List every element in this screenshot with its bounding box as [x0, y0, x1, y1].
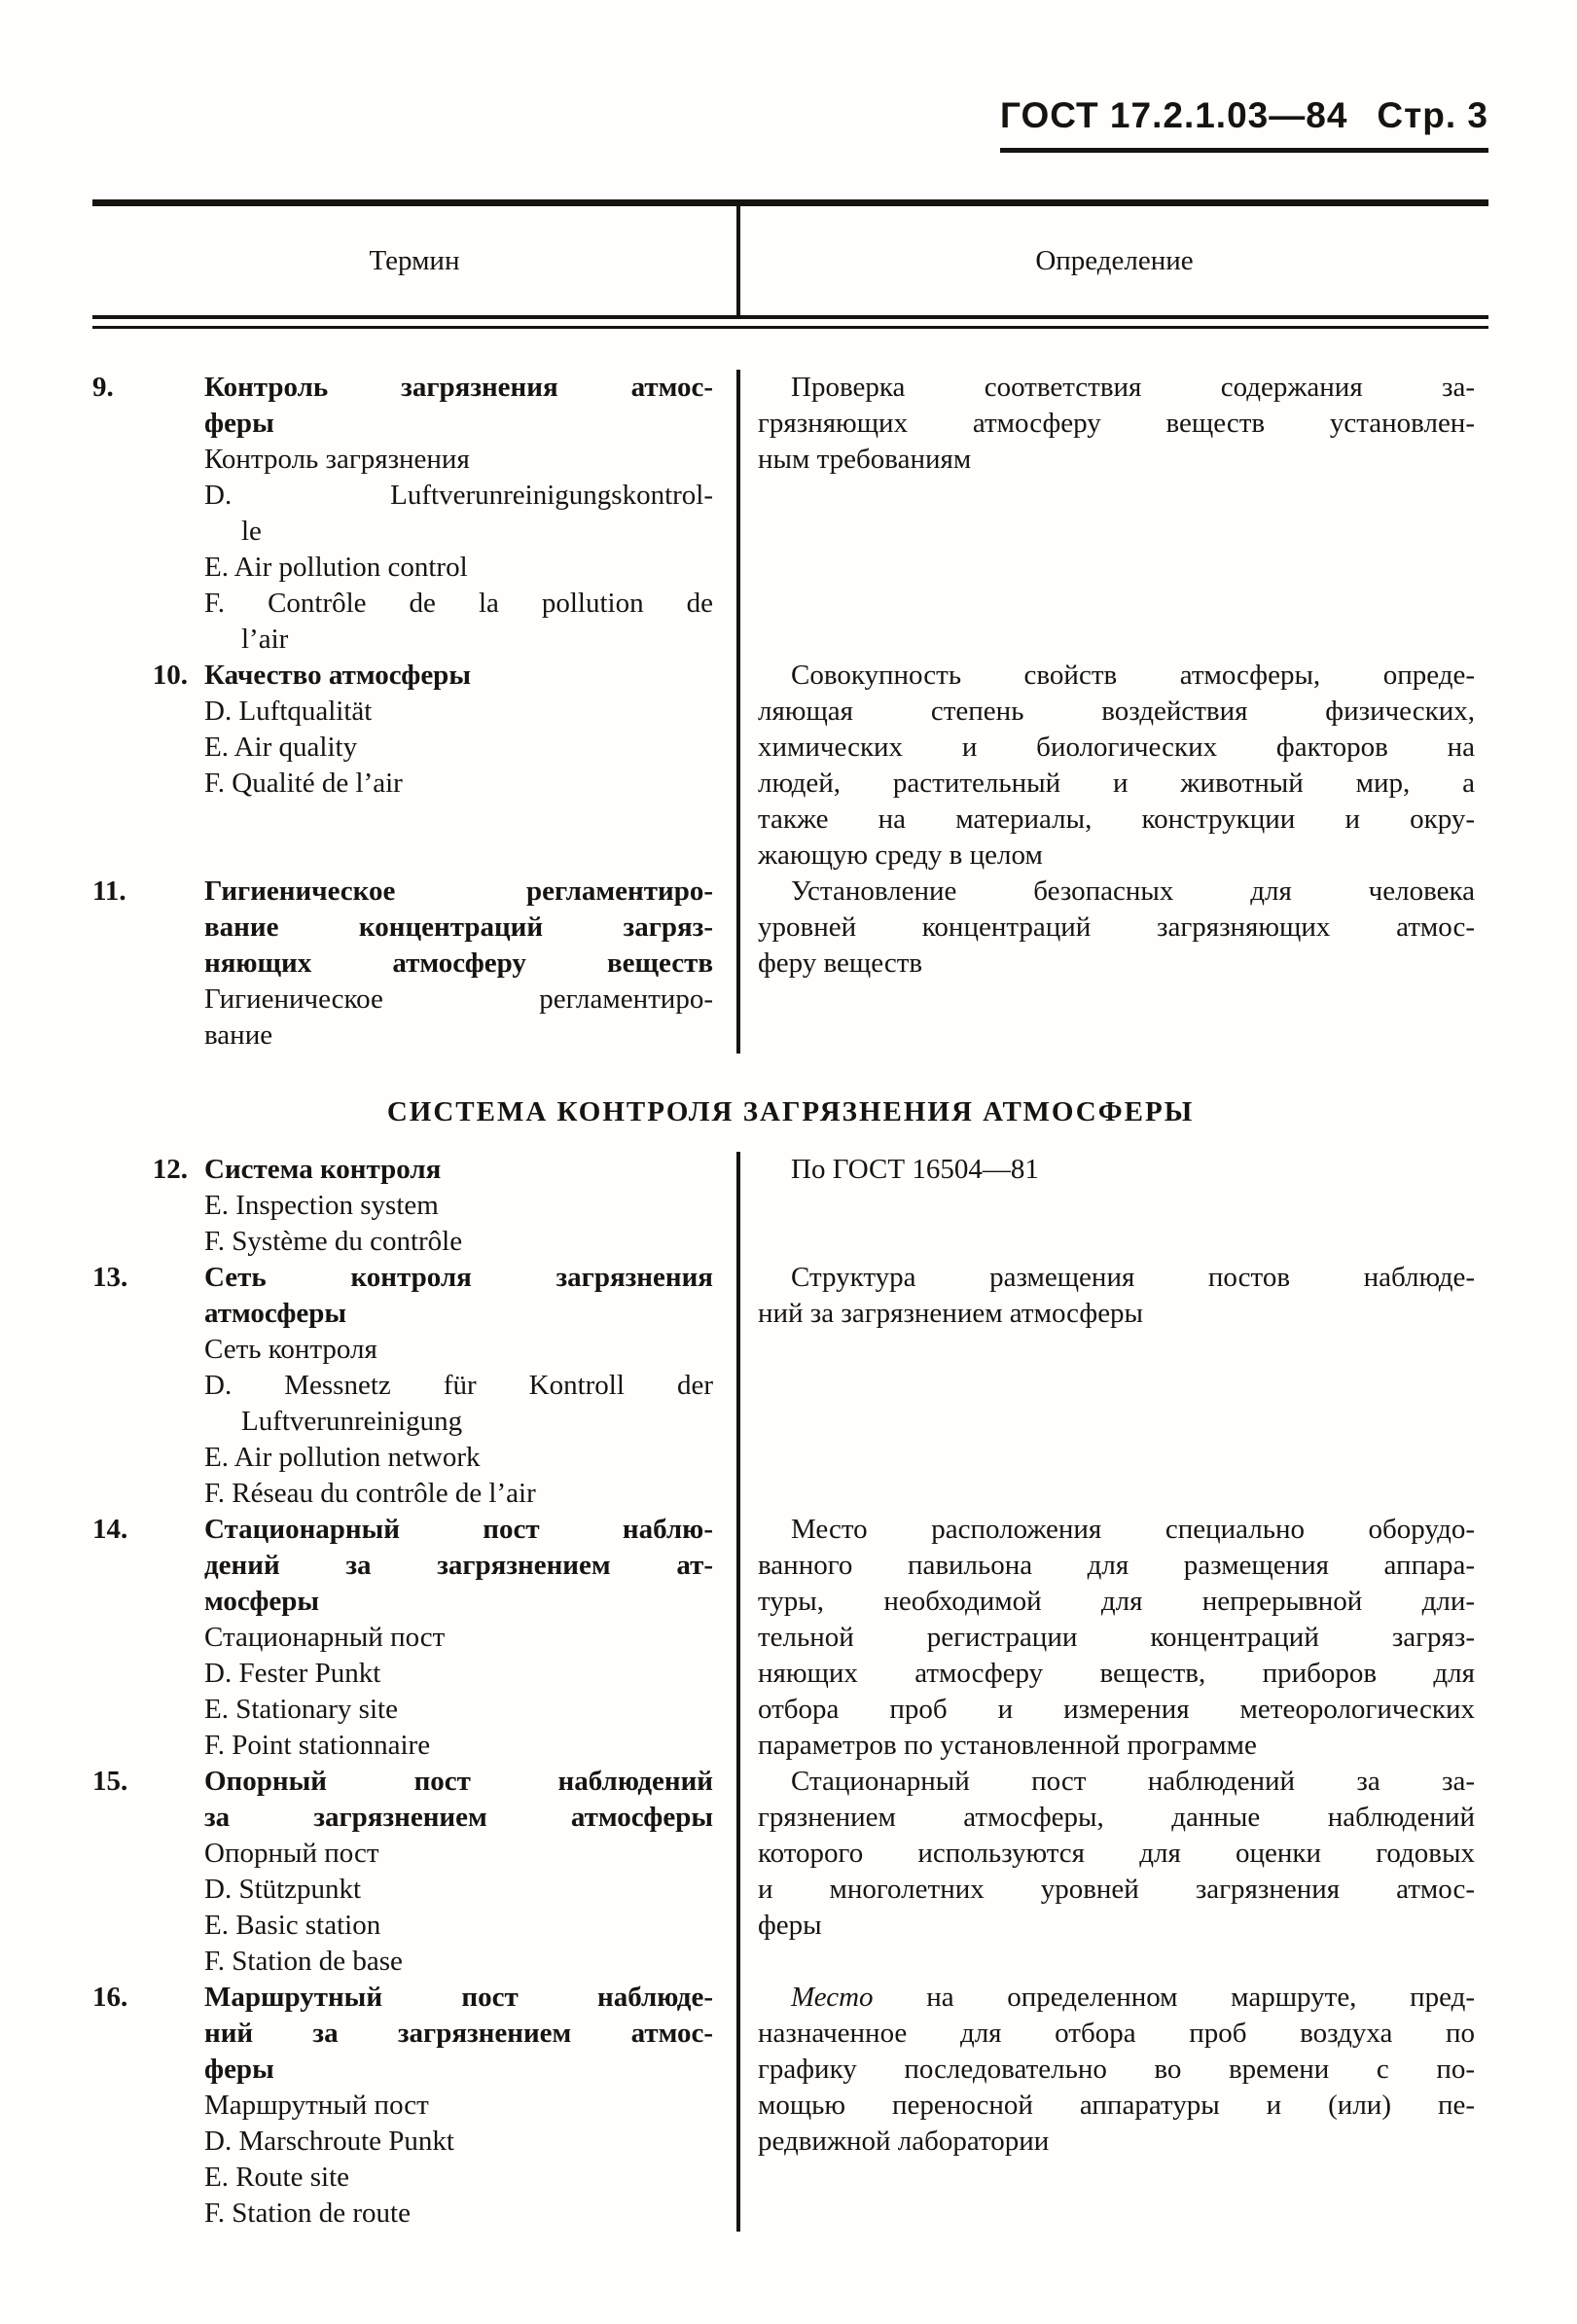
table-top-rule	[92, 199, 1488, 206]
definition-cell	[736, 874, 1488, 1054]
term-line: Сеть контроля	[204, 1334, 377, 1365]
definition-line: Место расположения специально оборудо-	[791, 1514, 1475, 1545]
entry-number: 13.	[92, 1262, 128, 1293]
term-line: E. Air quality	[204, 732, 358, 763]
table-row	[92, 1512, 1488, 1764]
term-line: F. Contrôle de la pollution de	[204, 588, 713, 619]
term-line: вание концентраций загряз-	[204, 912, 713, 943]
term-line: le	[241, 516, 262, 547]
definition-line: также на материалы, конструкции и окру-	[758, 804, 1475, 835]
term-line: феры	[204, 2054, 274, 2085]
definition-line: ляющая степень воздействия физических,	[758, 696, 1475, 727]
definition-line: параметров по установленной программе	[758, 1730, 1257, 1761]
term-line: Опорный пост наблюдений 15.	[204, 1764, 713, 1800]
definition-line: графику последовательно во времени с по-	[758, 2054, 1475, 2085]
term-line: F. Station de route	[204, 2198, 411, 2229]
term-line: Контроль загрязнения атмос- 9.	[204, 370, 713, 406]
term-line: феры	[204, 408, 274, 439]
term-line: D. Fester Punkt	[204, 1658, 381, 1689]
definition-line: грязнением атмосферы, данные наблюдений	[758, 1802, 1475, 1833]
term-line: F. Station de base	[204, 1946, 403, 1977]
table-row	[92, 1980, 1488, 2232]
definition-cell	[736, 658, 1488, 874]
term-line: Качество атмосферы 10.	[204, 658, 713, 694]
page-number: Стр. 3	[1377, 95, 1488, 135]
definition-line: назначенное для отбора проб воздуха по	[758, 2018, 1475, 2049]
table-body	[92, 329, 1488, 2232]
term-line: D. Luftverunreinigungskontrol-	[204, 480, 713, 511]
term-line: Маршрутный пост	[204, 2090, 429, 2121]
term-line: Гигиеническое регламентиро-	[204, 983, 713, 1015]
entry-number: 14.	[92, 1514, 128, 1545]
term-line: атмосферы	[204, 1298, 347, 1329]
definition-line: феру веществ	[758, 947, 923, 979]
definition-cell	[736, 370, 1488, 658]
definition-line: туры, необходимой для непрерывной дли-	[758, 1586, 1475, 1617]
term-line: Опорный пост	[204, 1838, 379, 1869]
definition-line: ным требованиям	[758, 444, 972, 475]
definition-line: и многолетних уровней загрязнения атмос-	[758, 1874, 1475, 1905]
term-line: E. Route site	[204, 2162, 350, 2193]
term-line: Стационарный пост наблю- 14.	[204, 1512, 713, 1548]
term-line: F. Qualité de l’air	[204, 768, 403, 799]
term-line: Система контроля 12.	[204, 1152, 713, 1188]
definition-line: Совокупность свойств атмосферы, опреде-	[791, 660, 1475, 691]
term-line: няющих атмосферу веществ	[204, 947, 713, 979]
page-header	[1000, 95, 1488, 153]
term-line: D. Marschroute Punkt	[204, 2126, 454, 2157]
term-line: мосферы	[204, 1586, 320, 1617]
table-row	[92, 1764, 1488, 1980]
entry-number: 10.	[152, 660, 188, 691]
table-row	[92, 1260, 1488, 1512]
definition-line: ний за загрязнением атмосферы	[758, 1298, 1144, 1329]
term-line: E. Stationary site	[204, 1694, 398, 1725]
term-line: D. Stützpunkt	[204, 1874, 362, 1905]
term-line: Сеть контроля загрязнения 13.	[204, 1260, 713, 1296]
entry-number: 15.	[92, 1766, 128, 1797]
term-line: за загрязнением атмосферы	[204, 1802, 713, 1833]
terms-table	[92, 199, 1488, 2232]
definition-line: уровней концентраций загрязняющих атмос-	[758, 912, 1475, 943]
term-line: вание	[204, 1019, 273, 1051]
definition-line: Установление безопасных для человека	[791, 876, 1475, 907]
table-row	[92, 874, 1488, 1054]
term-line: l’air	[241, 624, 289, 655]
definition-line: грязняющих атмосферу веществ установлен-	[758, 408, 1475, 439]
term-line: E. Inspection system	[204, 1190, 439, 1221]
definition-line: Стационарный пост наблюдений за за-	[791, 1766, 1475, 1797]
definition-line: ванного павильона для размещения аппара-	[758, 1550, 1475, 1581]
term-line: E. Air pollution control	[204, 552, 468, 583]
section-heading: СИСТЕМА КОНТРОЛЯ ЗАГРЯЗНЕНИЯ АТМОСФЕРЫ	[386, 1096, 1195, 1127]
definition-cell	[736, 1152, 1488, 1260]
definition-cell	[736, 1260, 1488, 1512]
definition-line: тельной регистрации концентраций загряз-	[758, 1622, 1475, 1653]
definition-line: По ГОСТ 16504—81	[791, 1154, 1039, 1185]
definition-line: редвижной лаборатории	[758, 2126, 1050, 2157]
definition-line: жающую среду в целом	[758, 840, 1043, 871]
term-cell	[92, 874, 736, 1054]
table-row	[92, 658, 1488, 874]
term-line: E. Basic station	[204, 1910, 381, 1941]
definition-line: мощью переносной аппаратуры и (или) пе-	[758, 2090, 1475, 2121]
term-line: Гигиеническое регламентиро- 11.	[204, 874, 713, 910]
entry-number: 9.	[92, 372, 114, 403]
table-header-row	[92, 206, 1488, 315]
definition-line: людей, растительный и животный мир, а	[758, 768, 1475, 799]
definition-cell	[736, 1980, 1488, 2232]
term-line: F. Système du contrôle	[204, 1226, 463, 1257]
definition-cell	[736, 1512, 1488, 1764]
definition-line: химических и биологических факторов на	[758, 732, 1475, 763]
term-cell	[92, 370, 736, 658]
definition-line: отбора проб и измерения метеорологических	[758, 1694, 1475, 1725]
term-line: D. Messnetz für Kontroll der	[204, 1370, 713, 1401]
definition-line: Место на определенном маршруте, пред-	[791, 1982, 1475, 2013]
term-cell	[92, 1764, 736, 1980]
term-line: дений за загрязнением ат-	[204, 1550, 713, 1581]
term-line: F. Réseau du contrôle de l’air	[204, 1478, 536, 1509]
definition-cell	[736, 1764, 1488, 1980]
term-cell	[92, 658, 736, 874]
entry-number: 11.	[92, 876, 126, 907]
term-cell	[92, 1512, 736, 1764]
term-line: Контроль загрязнения	[204, 444, 470, 475]
definition-line: няющих атмосферу веществ, приборов для	[758, 1658, 1475, 1689]
term-line: Luftverunreinigung	[241, 1406, 463, 1437]
term-cell	[92, 1152, 736, 1260]
column-header-term: Термин	[369, 244, 460, 276]
definition-line: феры	[758, 1910, 822, 1941]
standard-number: ГОСТ 17.2.1.03—84	[999, 95, 1348, 135]
term-line: E. Air pollution network	[204, 1442, 481, 1473]
column-header-definition: Определение	[736, 206, 1488, 315]
term-cell	[92, 1260, 736, 1512]
definition-line: Структура размещения постов наблюде-	[791, 1262, 1475, 1293]
term-line: Маршрутный пост наблюде- 16.	[204, 1980, 713, 2016]
term-cell	[92, 1980, 736, 2232]
table-row	[92, 1152, 1488, 1260]
term-line: Стационарный пост	[204, 1622, 446, 1653]
entry-number: 16.	[92, 1982, 128, 2013]
term-line: ний за загрязнением атмос-	[204, 2018, 713, 2049]
table-row	[92, 370, 1488, 658]
definition-line: Проверка соответствия содержания за-	[791, 372, 1475, 403]
term-line: D. Luftqualität	[204, 696, 373, 727]
term-line: F. Point stationnaire	[204, 1730, 431, 1761]
entry-number: 12.	[152, 1154, 188, 1185]
definition-line: которого используются для оценки годовых	[758, 1838, 1475, 1869]
table-header-double-rule	[92, 315, 1488, 329]
